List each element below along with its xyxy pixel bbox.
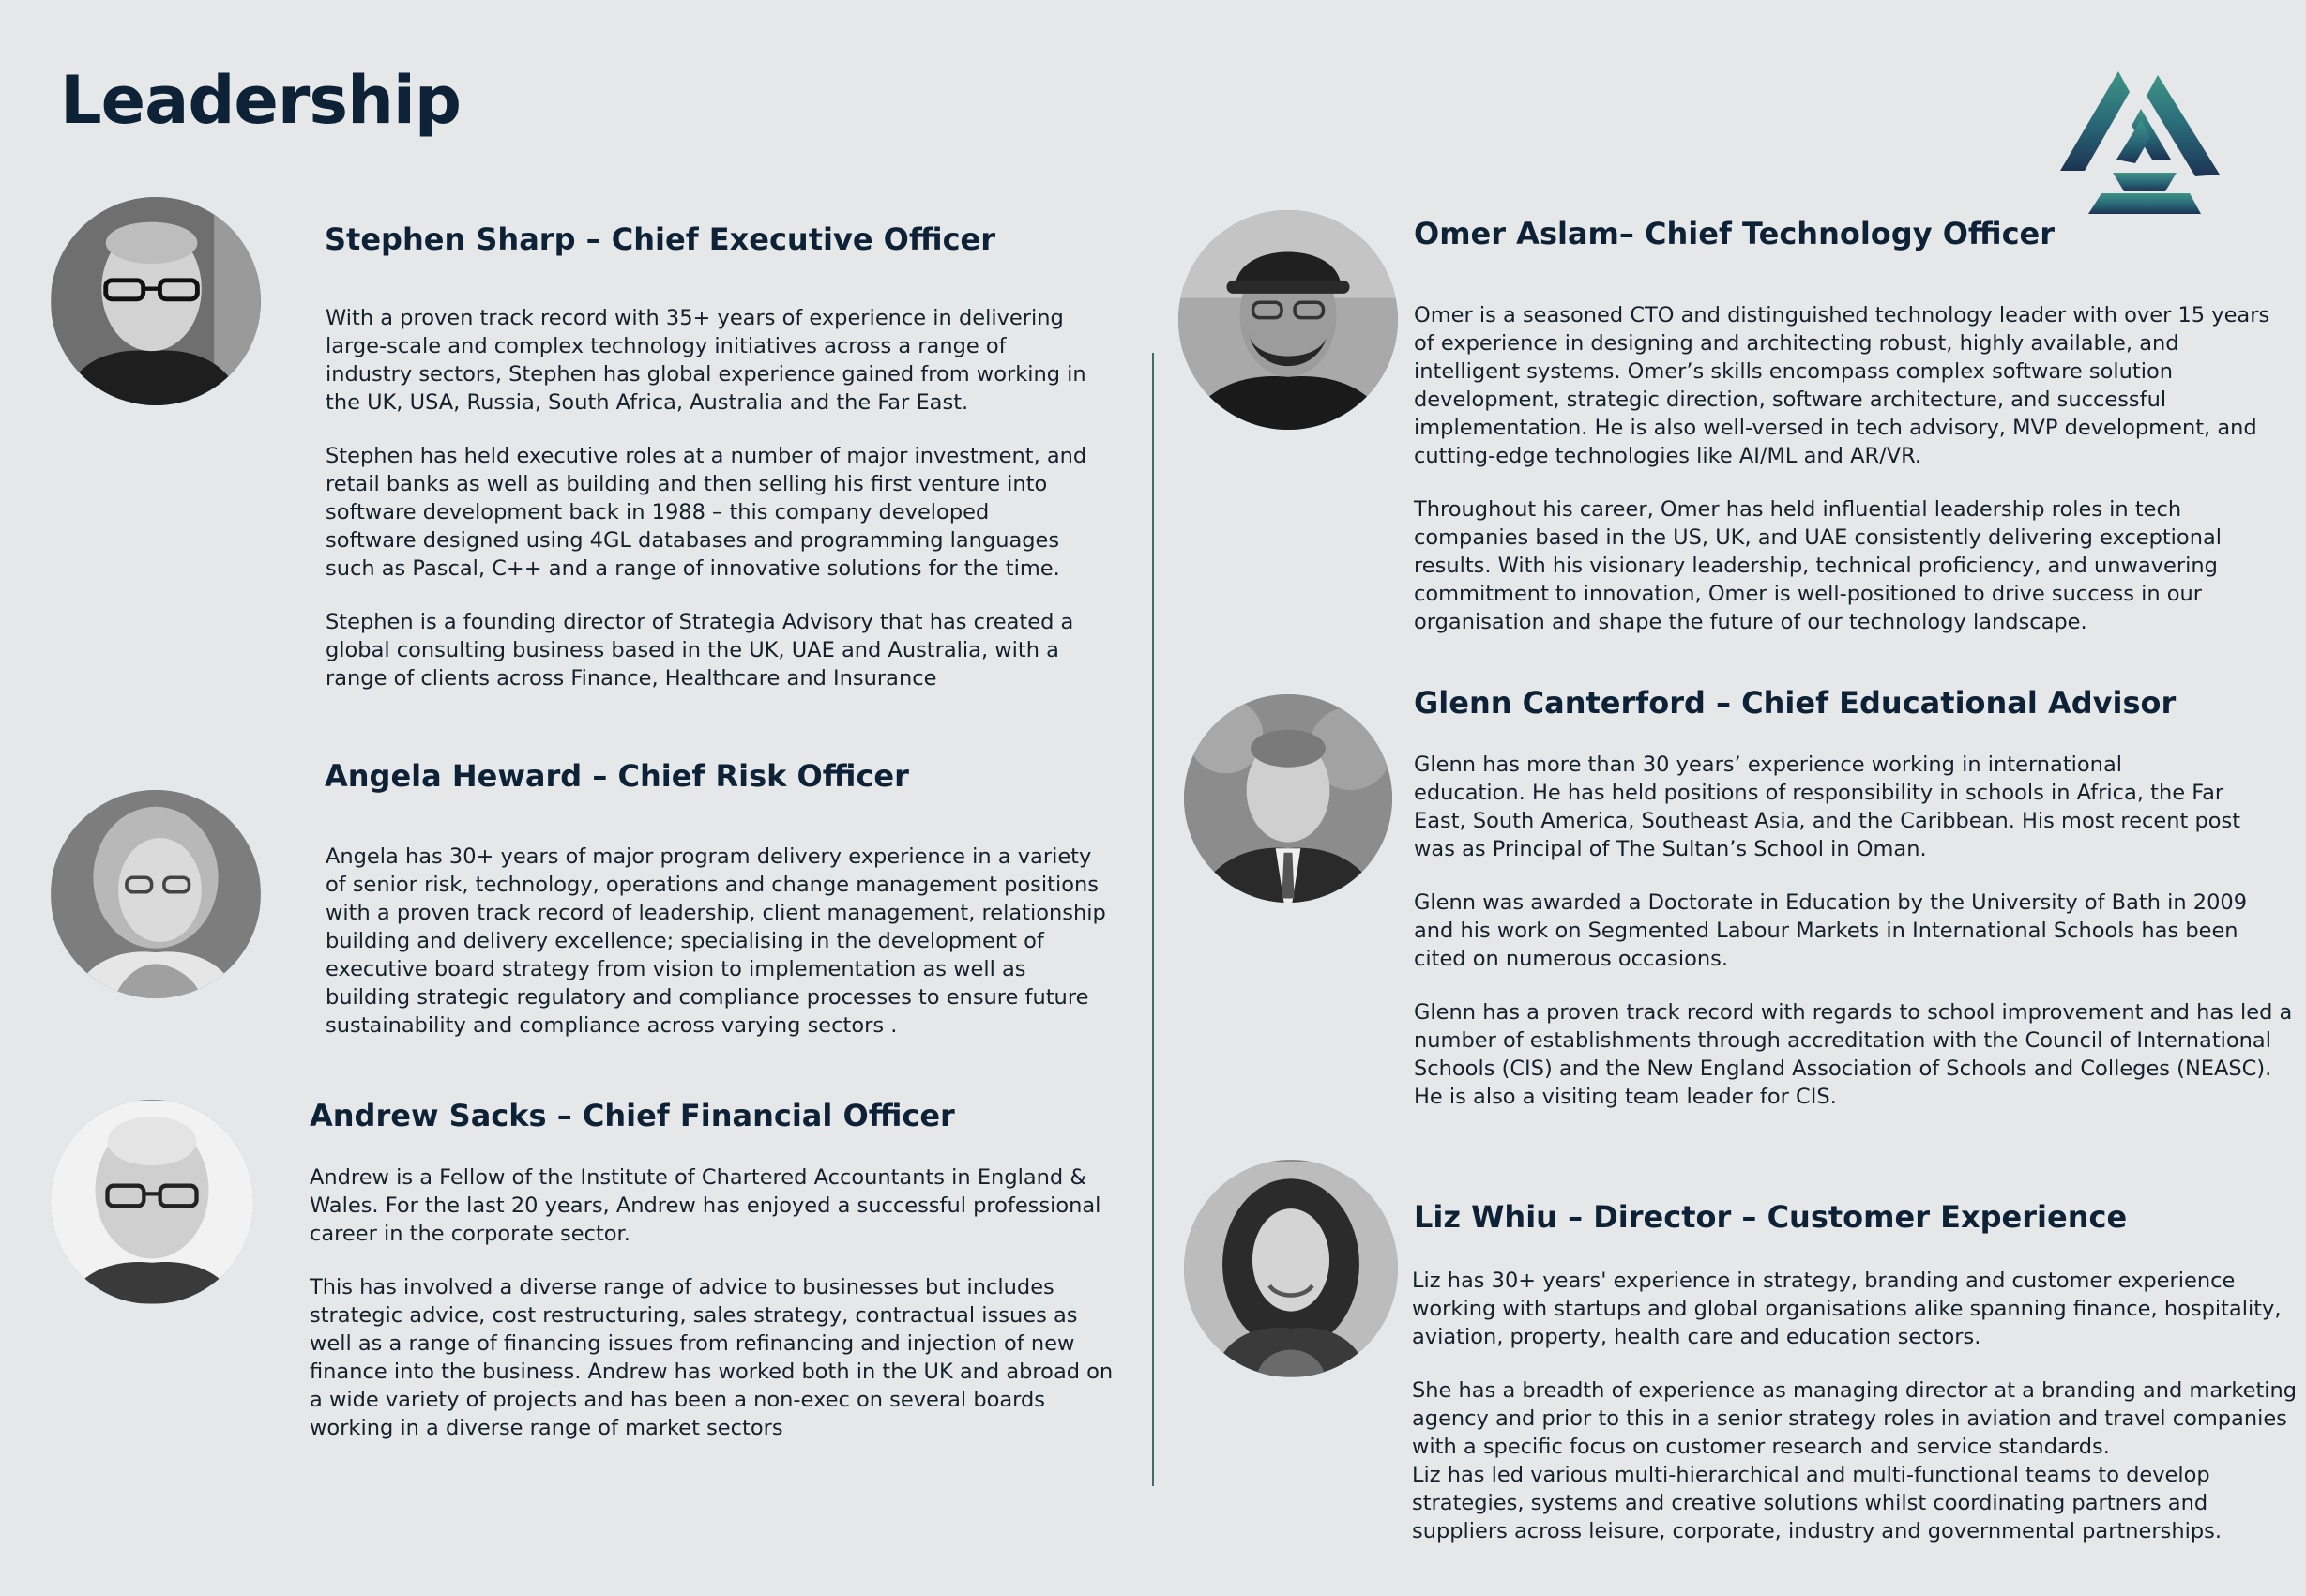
portrait-stephen-sharp <box>51 197 261 405</box>
bio-angela-heward <box>326 843 1132 1040</box>
bio-paragraph: Glenn has a proven track record with regards to school improvement and has led a number of establishments through accreditation with the Council of International Schools (CIS) and the New England Association of Schools and Colleges (NEASC). He is also a visiting team leader for CIS. <box>1414 1000 2293 1109</box>
bio-paragraph: Glenn was awarded a Doctorate in Education by the University of Bath in 2009 and his work on Segmented Labour Markets in International Schools has been cited on numerous occasions. <box>1414 890 2248 971</box>
triangle-knot-logo-icon <box>2060 71 2222 214</box>
bio-paragraph: Liz has led various multi-hierarchical and multi-functional teams to develop strategies, systems and creative solutions whilst coordinating partners and suppliers across leisure, corporate, industry and governmental partnerships. <box>1412 1463 2223 1543</box>
page-title: Leadership <box>60 62 462 139</box>
bio-paragraph: Glenn has more than 30 years’ experience working in international education. He has held positions of responsibility in schools in Africa, the Far East, South America, Southeast Asia, and the Caribbean. His most recent post was as Principal of The Sultan’s School in Oman. <box>1414 752 2241 861</box>
person-portrait-icon <box>51 790 261 998</box>
bio-paragraph: Stephen has held executive roles at a number of major investment, and retail banks as well as building and then selling his first venture into software development back in 1988 – this company developed software designed using 4GL databases and programming languages such as Pascal, C++ and a range of innovative solutions for the time. <box>326 444 1087 581</box>
bio-paragraph: Omer is a seasoned CTO and distinguished technology leader with over 15 years of experience in designing and architecting robust, highly available, and intelligent systems. Omer’s skills encompass complex software solution development, strategic direction, software architecture, and successful implementation. He is also well-versed in tech advisory, MVP development, and cutting-edge technologies like AI/ML and AR/VR. <box>1414 303 2270 468</box>
person-portrait-icon <box>51 1100 253 1304</box>
portrait-liz-whiu <box>1184 1160 1398 1377</box>
bio-paragraph: Stephen is a founding director of Strategia Advisory that has created a global consulting business based in the UK, UAE and Australia, with a range of clients across Finance, Healthcare and Insurance <box>326 610 1074 691</box>
column-divider <box>1152 353 1154 1486</box>
bio-glenn-canterford <box>1414 751 2296 1111</box>
bio-paragraph: Throughout his career, Omer has held influential leadership roles in tech companies based in the US, UK, and UAE consistently delivering exceptional results. With his visionary leadership, technical proficiency, and unwavering commitment to innovation, Omer is well-positioned to drive success in our organisation and shape the future of our technology landscape. <box>1414 497 2222 634</box>
portrait-glenn-canterford <box>1184 694 1392 903</box>
portrait-angela-heward <box>51 790 261 998</box>
name-glenn-canterford: Glenn Canterford – Chief Educational Advisor <box>1414 685 2177 721</box>
person-portrait-icon <box>1178 210 1398 430</box>
bio-paragraph: This has involved a diverse range of advice to businesses but includes strategic advice, cost restructuring, sales strategy, contractual issues as well as a range of financing issues from refinancing and injection of new finance into the business. Andrew has worked both in the UK and abroad on a wide variety of projects and has been a non-exec on several boards working in a diverse range of market sectors <box>310 1275 1114 1440</box>
person-portrait-icon <box>1184 694 1392 903</box>
bio-omer-aslam <box>1414 301 2296 636</box>
bio-paragraph: She has a breadth of experience as managing director at a branding and marketing agency and prior to this in a senior strategy roles in aviation and travel companies with a specific focus on customer research and service standards. <box>1412 1378 2298 1459</box>
bio-paragraph: Liz has 30+ years' experience in strategy, branding and customer experience working with startups and global organisations alike spanning finance, hospitality, aviation, property, health care and education sectors. <box>1412 1269 2282 1349</box>
name-stephen-sharp: Stephen Sharp – Chief Executive Officer <box>325 221 996 257</box>
portrait-andrew-sacks <box>51 1100 253 1304</box>
person-portrait-icon <box>51 197 261 405</box>
name-angela-heward: Angela Heward – Chief Risk Officer <box>325 758 909 794</box>
bio-stephen-sharp <box>326 304 1132 692</box>
name-omer-aslam: Omer Aslam– Chief Technology Officer <box>1414 216 2056 251</box>
bio-andrew-sacks <box>310 1163 1135 1442</box>
name-andrew-sacks: Andrew Sacks – Chief Financial Officer <box>310 1098 955 1133</box>
bio-paragraph: With a proven track record with 35+ years of experience in delivering large-scale and complex technology initiatives across a range of industry sectors, Stephen has global experience gained from working in the UK, USA, Russia, South Africa, Australia and the Far East. <box>326 306 1086 415</box>
person-portrait-icon <box>1184 1160 1398 1377</box>
portrait-omer-aslam <box>1178 210 1398 430</box>
bio-liz-whiu <box>1412 1267 2303 1545</box>
name-liz-whiu: Liz Whiu – Director – Customer Experience <box>1414 1199 2128 1235</box>
bio-paragraph: Andrew is a Fellow of the Institute of Chartered Accountants in England & Wales. For the last 20 years, Andrew has enjoyed a successful professional career in the corporate sector. <box>310 1165 1101 1246</box>
bio-paragraph: Angela has 30+ years of major program delivery experience in a variety of senior risk, technology, operations and change management positions with a proven track record of leadership, client management, relationship building and delivery excellence; specialising in the development of executive board strategy from vision to implementation as well as building strategic regulatory and compliance processes to ensure future sustainability and compliance across varying sectors . <box>326 844 1106 1038</box>
